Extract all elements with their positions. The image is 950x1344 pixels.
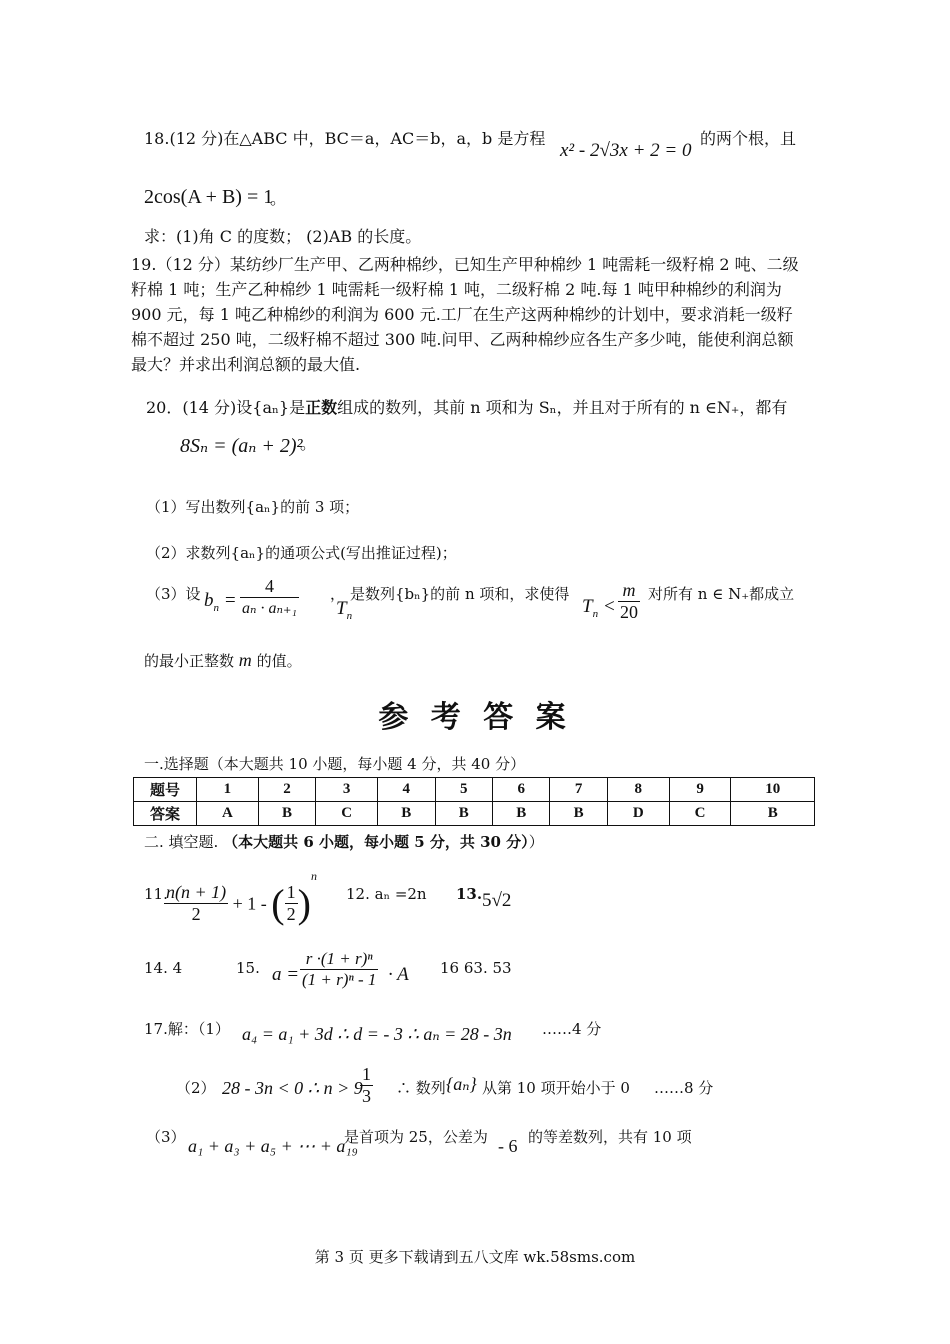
a13-label: 13. xyxy=(456,885,483,903)
fraction-denominator: 2 xyxy=(191,904,201,925)
a14: 14. 4 xyxy=(144,959,183,977)
table-cell: 9 xyxy=(669,778,731,802)
fraction-denominator: (1 + r)ⁿ - 1 xyxy=(302,970,377,989)
table-header-cell: 答案 xyxy=(134,802,197,826)
q20-tn-ineq: $T_n$ < xyxy=(582,596,616,620)
table-cell: B xyxy=(258,802,315,826)
table-cell: D xyxy=(607,802,669,826)
q20-tn: $T_n$ xyxy=(336,598,353,622)
s17-part2-fraction xyxy=(360,1064,373,1107)
q20-part3-f: 的值。 xyxy=(256,652,302,670)
q18-condition: 2cos(A + B) = 1 xyxy=(144,186,274,208)
fraction-numerator: 1 xyxy=(362,1064,371,1084)
s17-part1-eq: a₄ = a₁ + 3d ∴ d = - 3 ∴ aₙ = 28 - 3n xyxy=(242,1024,512,1044)
fraction-numerator: 1 xyxy=(286,882,296,903)
s17-part3-b: 的等差数列，共有 10 项 xyxy=(528,1128,692,1146)
s17-part3-label: （3） xyxy=(146,1128,186,1146)
table-cell: 6 xyxy=(492,778,549,802)
fraction xyxy=(285,882,298,925)
q20-part2: （2）求数列{aₙ}的通项公式(写出推证过程)； xyxy=(146,544,457,562)
table-cell: 3 xyxy=(316,778,378,802)
a11-mid: + 1 - xyxy=(232,893,267,914)
table-cell: 4 xyxy=(378,778,435,802)
table-cell: 5 xyxy=(435,778,492,802)
q18-line1-tail: 的两个根，且 xyxy=(700,129,797,148)
table-cell: 10 xyxy=(731,778,815,802)
table-cell: B xyxy=(731,802,815,826)
fraction xyxy=(240,576,299,618)
s17-part2-mid: ∴ 数列 xyxy=(396,1079,446,1097)
answer-table xyxy=(133,777,815,826)
fraction-numerator: 4 xyxy=(240,576,299,598)
a11-exponent: n xyxy=(310,869,317,883)
table-cell: B xyxy=(378,802,435,826)
fraction xyxy=(618,580,640,623)
q18-text: 18.(12 分)在△ABC 中，BC＝a，AC＝b，a，b 是方程 xyxy=(144,129,546,148)
fraction-numerator: r ·(1 + r)ⁿ xyxy=(300,949,378,970)
s17-part3-a: 是首项为 25，公差为 xyxy=(344,1128,488,1146)
s17-part3-d: - 6 xyxy=(498,1136,518,1156)
s17-part2-label: （2） xyxy=(176,1079,216,1097)
q20-line1-b: 组成的数列，其前 n 项和为 Sₙ，并且对于所有的 n ∈N₊，都有 xyxy=(337,398,788,417)
q20-part3-c: 是数列{bₙ}的前 n 项和，求使得 xyxy=(350,585,570,603)
table-cell: C xyxy=(316,802,378,826)
q20-part3-e-text: 的最小正整数 xyxy=(144,652,235,670)
section2-close: ） xyxy=(528,833,544,851)
a15-lhs: a = xyxy=(272,964,300,985)
a15-label: 15. xyxy=(236,959,260,977)
fraction xyxy=(360,1064,373,1107)
page-footer: 第 3 页 更多下载请到五八文库 wk.58sms.com xyxy=(314,1248,636,1266)
s17-part2-score: ……8 分 xyxy=(654,1079,714,1097)
table-row xyxy=(134,778,815,802)
fraction xyxy=(164,882,228,925)
s17-part2-seq: {aₙ} xyxy=(446,1074,477,1094)
q20-eq-tail: 。 xyxy=(300,434,317,453)
s17-part2-tail: 从第 10 项开始小于 0 xyxy=(482,1079,630,1097)
q20-comma: ， xyxy=(330,585,346,603)
fraction-denominator: 3 xyxy=(362,1086,371,1106)
q19-line: 最大？并求出利润总额的最大值. xyxy=(131,355,361,374)
s17-part3-sum: a₁ + a₃ + a₅ + ⋯ + a₁₉ xyxy=(188,1136,358,1156)
s17-part1-score: ……4 分 xyxy=(542,1020,602,1038)
section2-label: 二. 填空题. xyxy=(144,833,219,851)
a15-tail: · A xyxy=(388,964,409,985)
table-cell: C xyxy=(669,802,731,826)
q19-line: 900 元，每 1 吨乙种棉纱的利润为 600 元.工厂在生产这两种棉纱的计划中，要求消耗一级籽 xyxy=(131,305,793,324)
q19-block xyxy=(131,252,799,377)
q20-part3-e xyxy=(144,650,302,671)
table-cell: B xyxy=(492,802,549,826)
a12: 12. aₙ =2n xyxy=(346,885,427,903)
q18-line1 xyxy=(144,128,545,150)
q20-m-var: m xyxy=(238,650,252,670)
s17-label: 17.解：（1） xyxy=(144,1020,230,1038)
table-header-cell: 题号 xyxy=(134,778,197,802)
a16: 16 63. 53 xyxy=(440,959,512,977)
q20-part1: （1）写出数列{aₙ}的前 3 项； xyxy=(146,498,360,516)
table-cell: B xyxy=(550,802,607,826)
table-cell: A xyxy=(197,802,259,826)
table-cell: B xyxy=(435,802,492,826)
fraction xyxy=(300,949,378,990)
table-cell: 8 xyxy=(607,778,669,802)
q20-part3-d: 对所有 n ∈ N₊都成立 xyxy=(648,585,795,603)
q20-bn-fraction xyxy=(240,576,299,618)
fraction-denominator: aₙ · aₙ₊₁ xyxy=(242,600,297,617)
section2-bold: （本大题共 6 小题，每小题 5 分，共 30 分） xyxy=(223,833,529,851)
a13-value: 5√2 xyxy=(482,890,512,911)
table-cell: 1 xyxy=(197,778,259,802)
fraction-numerator: n(n + 1) xyxy=(166,882,227,903)
q20-part3-a: （3）设 xyxy=(146,585,201,603)
left-paren: ( xyxy=(271,880,285,926)
table-cell: 2 xyxy=(258,778,315,802)
fraction-denominator: 2 xyxy=(286,904,296,925)
a11-expression xyxy=(164,869,317,926)
q20-bold: 正数 xyxy=(305,398,338,417)
fraction-denominator: 20 xyxy=(620,602,638,622)
q20-m-fraction xyxy=(618,580,640,623)
right-paren: ) xyxy=(297,880,311,926)
a15-fraction xyxy=(300,949,378,990)
fraction-numerator: m xyxy=(618,580,640,602)
q18-ask: 求：(1)角 C 的度数； (2)AB 的长度。 xyxy=(144,227,422,246)
q19-line: 19.（12 分）某纺纱厂生产甲、乙两种棉纱，已知生产甲种棉纱 1 吨需耗一级籽棉 2 吨、二级 xyxy=(131,255,799,274)
q19-line: 籽棉 1 吨；生产乙种棉纱 1 吨需耗一级籽棉 1 吨，二级籽棉 2 吨.每 1 吨甲种棉纱的利润为 xyxy=(131,280,782,299)
table-cell: 7 xyxy=(550,778,607,802)
sequence-term: aₙ xyxy=(453,1074,470,1094)
q19-line: 棉不超过 250 吨，二级籽棉不超过 300 吨.问甲、乙两种棉纱应各生产多少吨，能使利润总额 xyxy=(131,330,794,349)
section2-title xyxy=(144,832,544,852)
q18-equation: x² - 2√3x + 2 = 0 xyxy=(560,140,692,161)
answers-title: 参 考 答 案 xyxy=(378,700,572,735)
s17-part2-eq: 28 - 3n < 0 ∴ n > 9 xyxy=(222,1078,363,1098)
q20-bn: $b_n$ = xyxy=(204,590,237,614)
section1-title: 一.选择题（本大题共 10 小题，每小题 4 分，共 40 分） xyxy=(144,755,526,773)
q20-line1-a: 20．(14 分)设{aₙ}是 xyxy=(146,398,306,417)
table-row xyxy=(134,802,815,826)
q20-line1 xyxy=(146,397,787,419)
q18-cond-tail: 。 xyxy=(270,189,287,208)
q20-equation: 8Sₙ = (aₙ + 2)² xyxy=(180,435,303,457)
a11-label: 11. xyxy=(144,885,168,903)
